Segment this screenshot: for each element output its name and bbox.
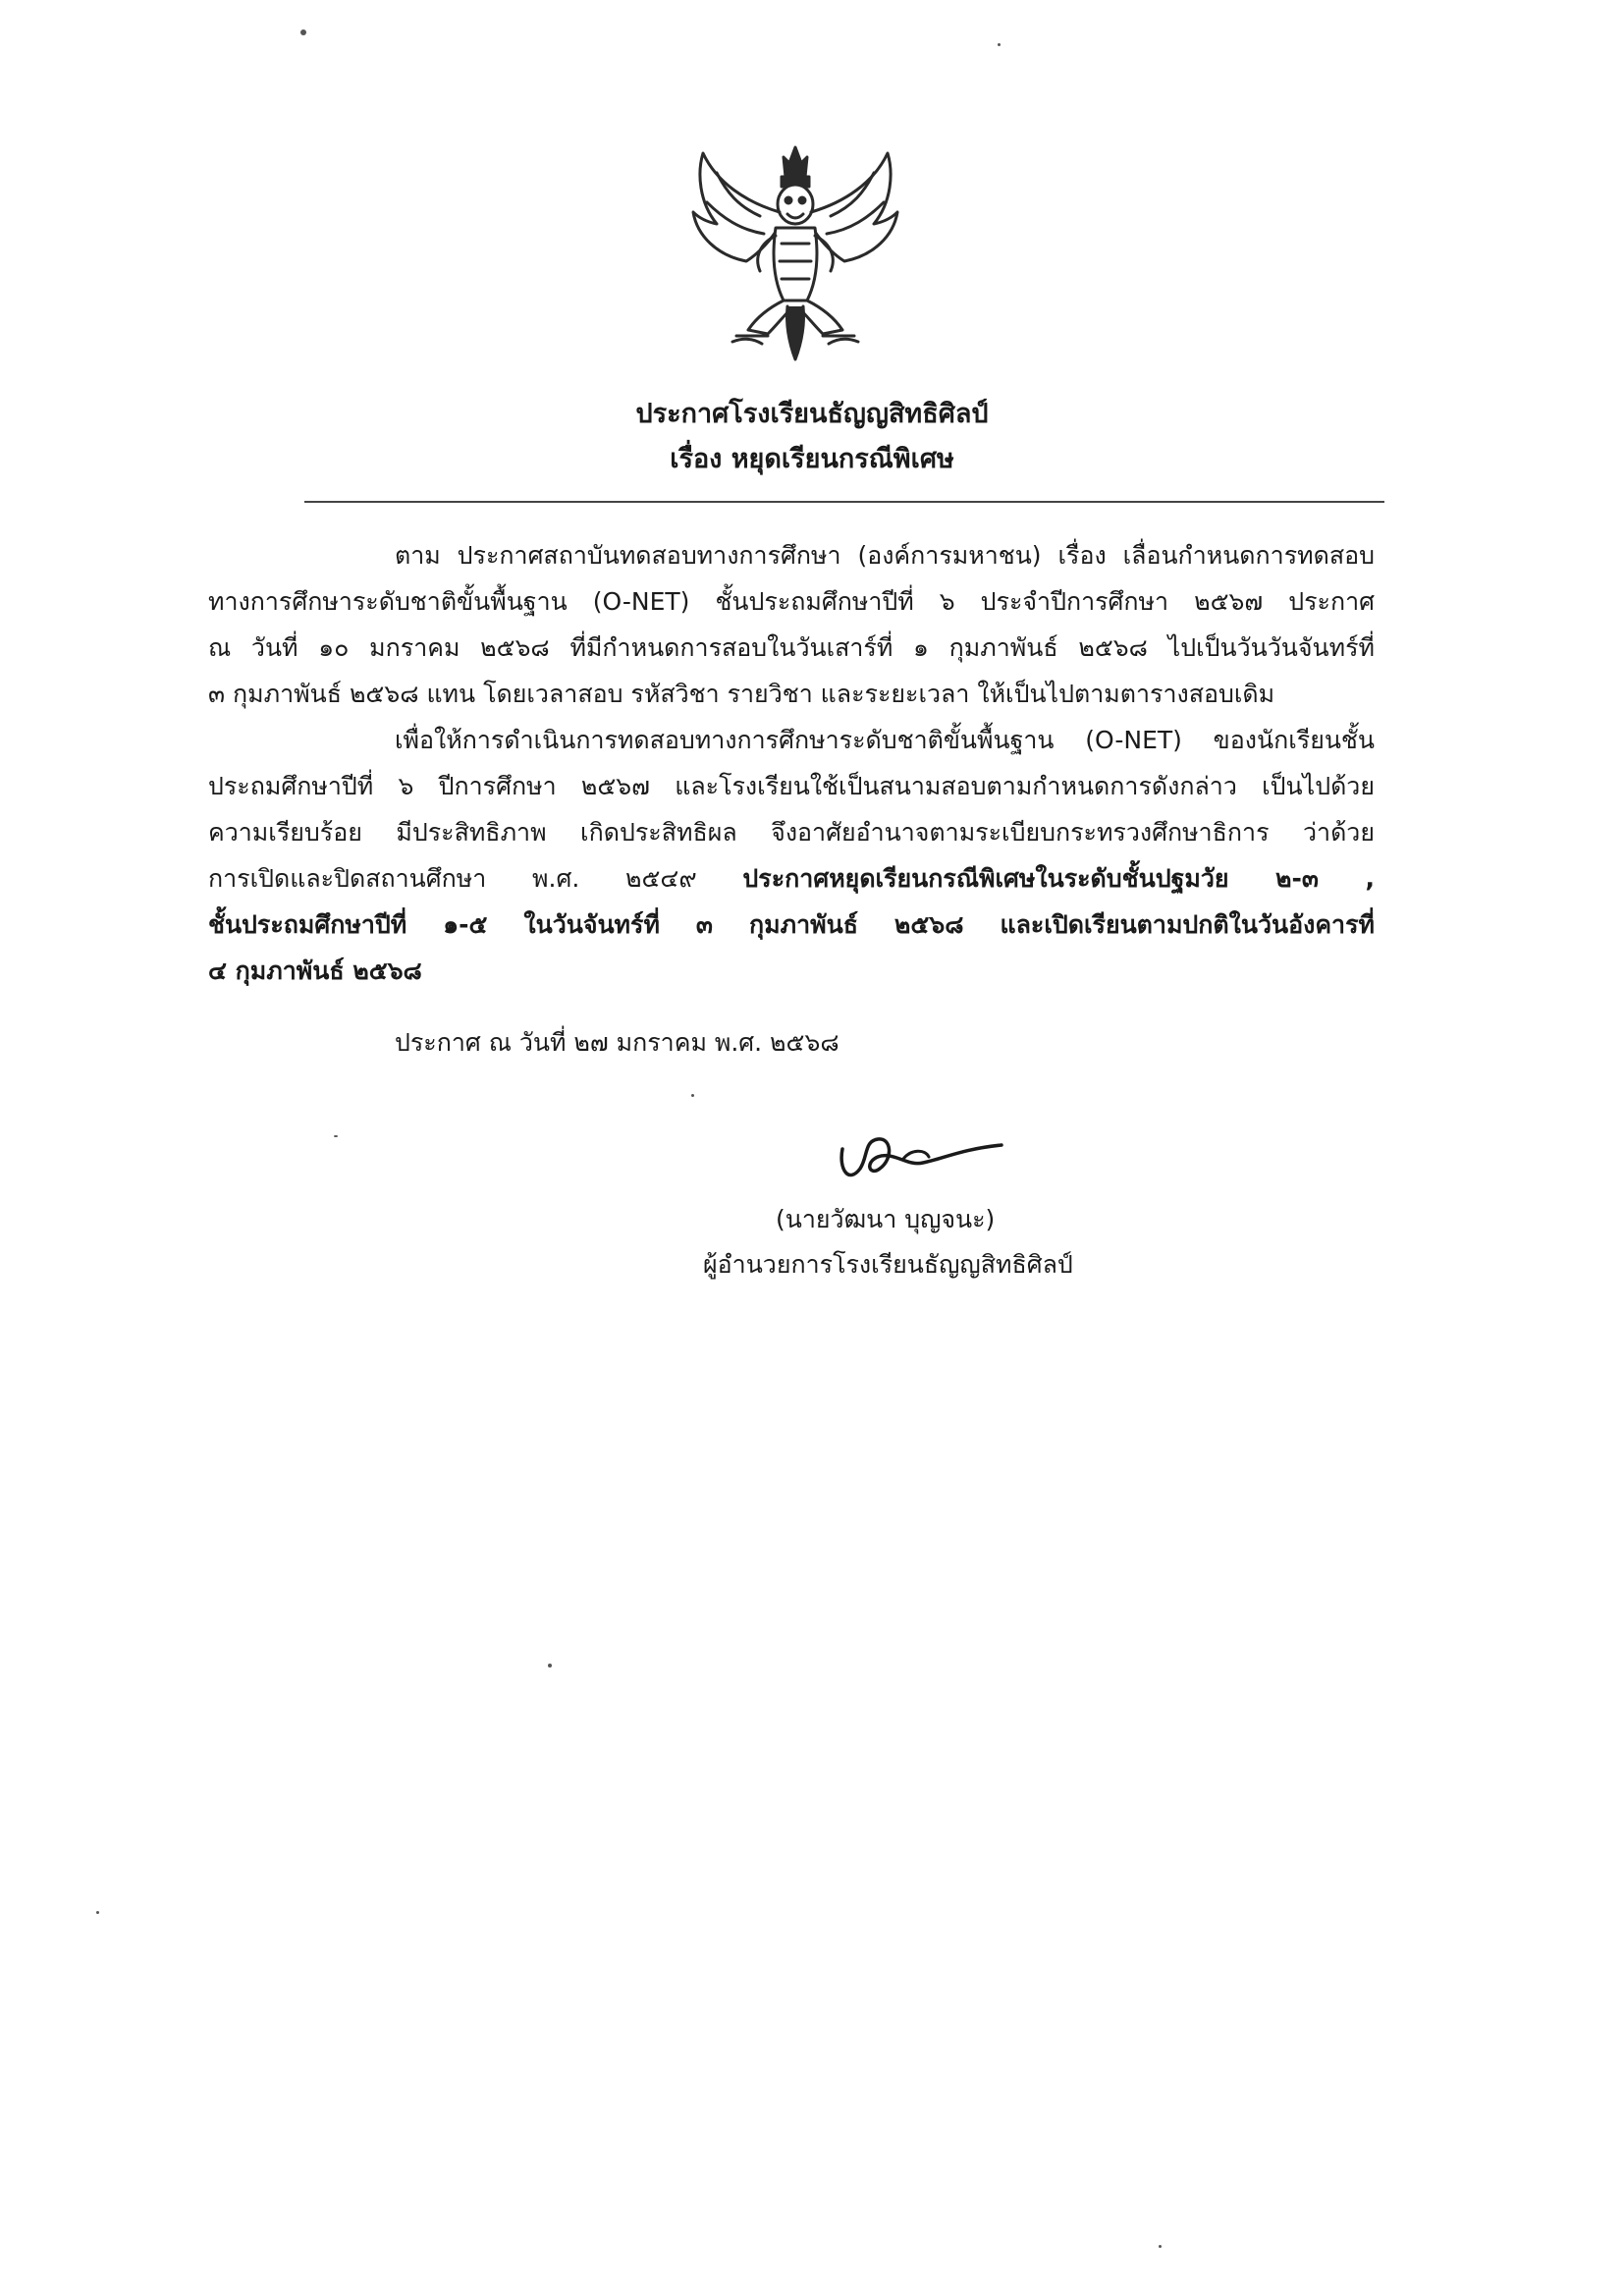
scan-speck xyxy=(998,43,1001,46)
scan-speck xyxy=(1159,2245,1162,2248)
paragraph-2-line: เพื่อให้การดำเนินการทดสอบทางการศึกษาระดับชาติขั้นพื้นฐาน (O-NET) ของนักเรียนชั้น xyxy=(395,726,1375,754)
paragraph-2-text: การเปิดและปิดสถานศึกษา พ.ศ. ๒๕๔๙ xyxy=(208,864,743,893)
paragraph-1-line: ๓ กุมภาพันธ์ ๒๕๖๘ แทน โดยเวลาสอบ รหัสวิชา รายวิชา และระยะเวลา ให้เป็นไปตามตารางสอบเดิม xyxy=(208,680,1275,708)
signer-name: (นายวัฒนา บุญจนะ) xyxy=(776,1205,996,1233)
announcement-title: ประกาศโรงเรียนธัญญสิทธิศิลป์ xyxy=(635,399,989,429)
scan-speck xyxy=(548,1664,552,1667)
scan-speck xyxy=(96,1911,99,1914)
paragraph-2-bold-line: ชั้นประถมศึกษาปีที่ ๑-๕ ในวันจันทร์ที่ ๓ กุมภาพันธ์ ๒๕๖๘ และเปิดเรียนตามปกติในวันอังคารที่ xyxy=(208,910,1375,939)
scan-speck xyxy=(334,1135,338,1137)
paragraph-1-line: ทางการศึกษาระดับชาติขั้นพื้นฐาน (O-NET) ชั้นประถมศึกษาปีที่ ๖ ประจำปีการศึกษา ๒๕๖๗ ประกาศ xyxy=(208,587,1375,616)
paragraph-1-line: ณ วันที่ ๑๐ มกราคม ๒๕๖๘ ที่มีกำหนดการสอบในวันเสาร์ที่ ๑ กุมภาพันธ์ ๒๕๖๘ ไปเป็นวันวันจันทร์ที่ xyxy=(208,633,1375,662)
signer-title: ผู้อำนวยการโรงเรียนธัญญสิทธิศิลป์ xyxy=(703,1250,1073,1279)
paragraph-2-line-mixed xyxy=(208,855,1375,902)
paragraph-2-line: ความเรียบร้อย มีประสิทธิภาพ เกิดประสิทธิผล จึงอาศัยอำนาจตามระเบียบกระทรวงศึกษาธิการ ว่าด้วย xyxy=(208,818,1375,847)
scan-speck xyxy=(691,1094,694,1097)
announcement-date: ประกาศ ณ วันที่ ๒๗ มกราคม พ.ศ. ๒๕๖๘ xyxy=(395,1028,839,1057)
garuda-emblem-icon xyxy=(677,134,913,369)
paragraph-2 xyxy=(208,717,1375,994)
header-divider xyxy=(304,501,1384,503)
paragraph-2-bold-line: ๔ กุมภาพันธ์ ๒๕๖๘ xyxy=(208,957,422,985)
paragraph-1 xyxy=(208,532,1375,717)
handwritten-signature xyxy=(835,1120,1011,1198)
paragraph-2-line: ประถมศึกษาปีที่ ๖ ปีการศึกษา ๒๕๖๗ และโรงเรียนใช้เป็นสนามสอบตามกำหนดการดังกล่าว เป็นไปด้วย xyxy=(208,772,1375,800)
paragraph-1-line: ตาม ประกาศสถาบันทดสอบทางการศึกษา (องค์การมหาชน) เรื่อง เลื่อนกำหนดการทดสอบ xyxy=(395,541,1375,570)
paragraph-2-bold-text: ประกาศหยุดเรียนกรณีพิเศษในระดับชั้นปฐมวัย ๒-๓ , xyxy=(742,864,1375,893)
scan-speck xyxy=(300,29,306,35)
announcement-subject: เรื่อง หยุดเรียนกรณีพิเศษ xyxy=(670,444,954,474)
